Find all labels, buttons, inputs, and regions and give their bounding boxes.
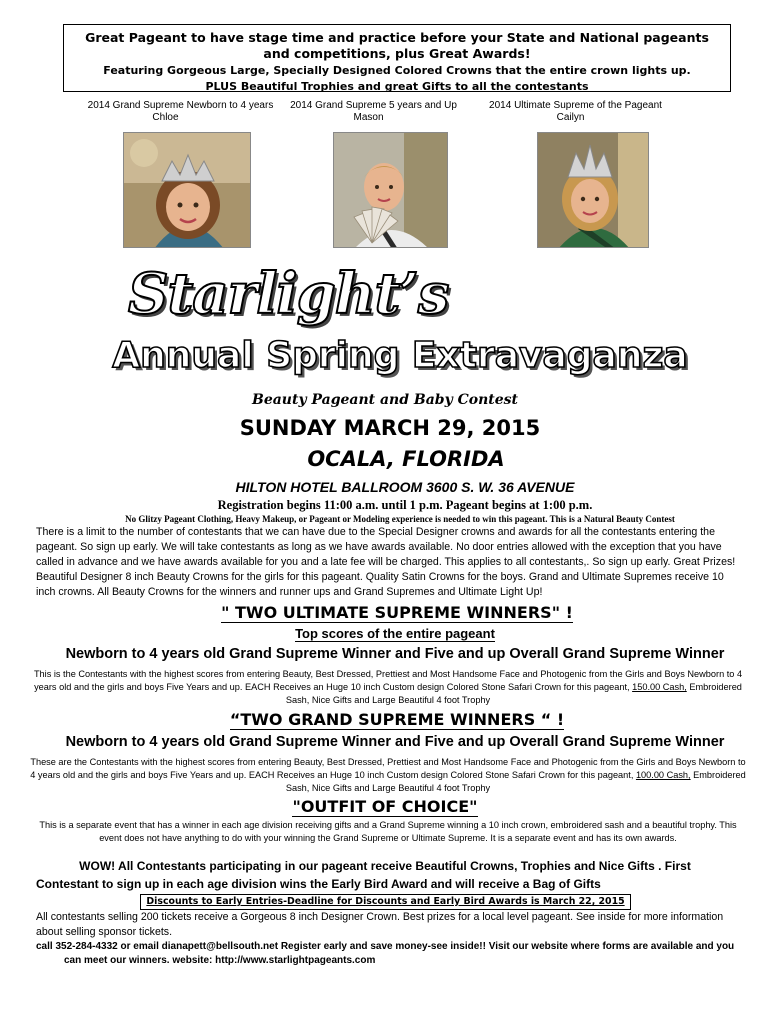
grand-desc-part1: These are the Contestants with the highest scores from entering Beauty, Best Dressed, Prettiest and Most Handsome Face and Photogenic from the Girls and Boys Newborn to 4 years old and the girls and boys Five Years and up. EACH Receives an Huge 10 inch Custom design Colored Stone Safari Crown for this pageant, (30, 757, 746, 780)
header-notice-box (63, 24, 731, 92)
winner-name: Cailyn (556, 112, 585, 123)
header-line-1: Great Pageant to have stage time and practice before your State and National pageants and competitions, plus Great Awards! (85, 30, 709, 61)
grand-supreme-heading (0, 710, 770, 730)
grand-cash: 100.00 Cash, (635, 770, 691, 780)
ultimate-cash: 150.00 Cash, (632, 682, 687, 692)
event-main-title: Annual Spring Extravaganza (112, 335, 688, 376)
event-city: OCALA, FLORIDA (307, 447, 505, 471)
deadline-box (140, 894, 631, 910)
winner-title: 2014 Grand Supreme Newborn to 4 years (87, 100, 274, 111)
outfit-heading (0, 797, 770, 817)
winner-name: Chloe (152, 112, 179, 123)
ultimate-category: Newborn to 4 years old Grand Supreme Winner and Five and up Overall Grand Supreme Winner (65, 646, 725, 662)
winner-title: 2014 Grand Supreme 5 years and Up (290, 100, 457, 111)
ultimate-supreme-heading (0, 603, 770, 623)
registration-times: Registration begins 11:00 a.m. until 1 p.m. Pageant begins at 1:00 p.m. (217, 498, 593, 512)
header-line-3: PLUS Beautiful Trophies and great Gifts to all the contestants (205, 80, 589, 92)
grand-category: Newborn to 4 years old Grand Supreme Winner and Five and up Overall Grand Supreme Winner (65, 734, 725, 750)
header-line-2: Featuring Gorgeous Large, Specially Designed Colored Crowns that the entire crown lights up. (103, 64, 691, 77)
event-venue: HILTON HOTEL BALLROOM 3600 S. W. 36 AVENUE (235, 479, 575, 495)
outfit-description: This is a separate event that has a winner in each age division receiving gifts and a Grand Supreme winning a 10 inch crown, embroidered sash and a beautiful trophy. This event does not have anything to do with your winning the Grand Supreme or Ultimate Supreme. It is a separate event and has its own awards. (39, 820, 737, 843)
winner-name: Mason (353, 112, 384, 123)
winner-photo-cailyn (537, 132, 649, 248)
winner-photo-chloe (123, 132, 251, 248)
grand-desc-part2: Embroidered Sash, Nice Gifts and Large Beautiful 4 foot Trophy (285, 770, 746, 793)
outfit-heading-text: "OUTFIT OF CHOICE" (292, 797, 478, 816)
winner-title: 2014 Ultimate Supreme of the Pageant (489, 100, 662, 111)
contact-line-1: call 352-284-4332 or email dianapett@bellsouth.net Register early and save money-see inside!! Visit our website where forms are available and you (36, 941, 735, 952)
event-subtitle: Beauty Pageant and Baby Contest (252, 392, 518, 408)
winner-caption-3 (473, 100, 678, 124)
top-scores-subheading (0, 626, 770, 642)
ultimate-description (30, 668, 746, 707)
early-bird-first: Contestant to sign up in each age division wins the Early Bird Award and will receive a Bag of Gifts (36, 877, 601, 891)
winner-caption-1 (78, 100, 283, 124)
deadline-text: Discounts to Early Entries-Deadline for Discounts and Early Bird Awards is March 22, 2015 (146, 896, 625, 907)
natural-beauty-note: No Glitzy Pageant Clothing, Heavy Makeup, or Pageant or Modeling experience is needed to win this pageant. This is a Natural Beauty Contest (125, 514, 675, 524)
event-script-title: Starlight’s (128, 261, 449, 327)
grand-description (30, 756, 746, 795)
grand-supreme-heading-text: “TWO GRAND SUPREME WINNERS “ ! (229, 710, 565, 729)
top-scores-text: Top scores of the entire pageant (295, 626, 495, 641)
contact-line-2: can meet our winners. website: http://www.starlightpageants.com (64, 955, 376, 966)
early-bird-wow: WOW! All Contestants participating in our pageant receive Beautiful Crowns, Trophies and Nice Gifts . First (79, 859, 691, 873)
ultimate-supreme-heading-text: " TWO ULTIMATE SUPREME WINNERS" ! (221, 603, 573, 622)
ultimate-desc-part2: Embroidered Sash, Nice Gifts and Large Beautiful 4 foot Trophy (285, 682, 742, 705)
winner-photo-mason (333, 132, 448, 248)
winner-caption-2 (271, 100, 476, 124)
event-date: SUNDAY MARCH 29, 2015 (239, 416, 541, 440)
ticket-selling-note: All contestants selling 200 tickets receive a Gorgeous 8 inch Designer Crown. Best prizes for a local level pageant. See inside for more information about selling sponsor tickets. (36, 911, 724, 938)
intro-paragraph: There is a limit to the number of contestants that we can have due to the Special Designer crowns and awards for all the contestants entering the pageant. So sign up early. We will take contestants as long as we have awards available. No door entries allowed with the exception that you have called in advance and we have awards available for you and a late fee will be charged. This applies to all contestants,. So sign up early. Great Prizes! Beautiful Designer 8 inch Beauty Crowns for the girls for this pageant. Quality Satin Crowns for the boys. Grand and Ultimate Supremes receive 10 inch crowns. All Beauty Crowns for the winners and runner ups and Grand Supremes and Ultimate Light Up! (36, 526, 736, 598)
ultimate-desc-part1: This is the Contestants with the highest scores from entering Beauty, Best Dressed, Prettiest and Most Handsome Face and Photogenic from the Girls and Boys Newborn to 4 years old and the girls and boys Five Years and up. EACH Receives an Huge 10 inch Custom design Colored Stone Safari Crown for this pageant, (33, 669, 743, 692)
